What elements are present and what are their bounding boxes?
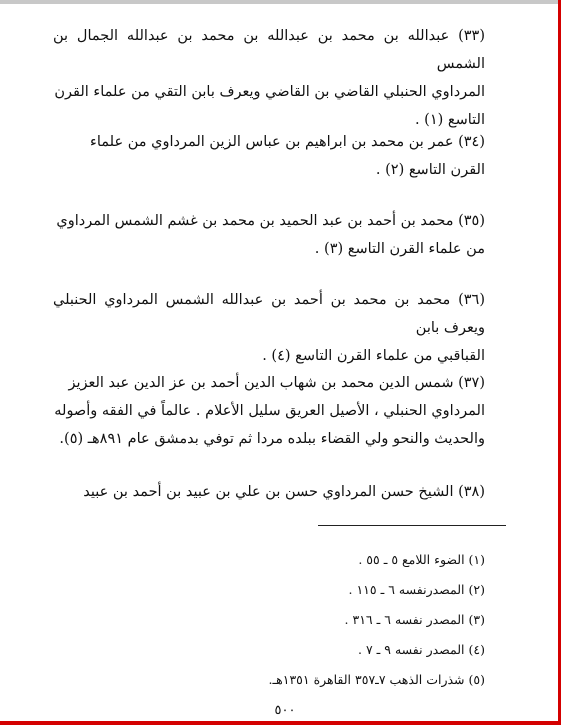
entry-line: (٣٥) محمد بن أحمد بن عبد الحميد بن محمد بن غشم الشمس المرداوي	[56, 213, 485, 229]
footnote-2: (٢) المصدرنفسه ٦ ـ ١١٥ .	[348, 582, 485, 597]
footnotes	[185, 545, 485, 695]
entry-line: القباقبي من علماء القرن التاسع (٤) .	[262, 348, 485, 364]
entry-38	[53, 478, 485, 506]
entry-36	[53, 286, 485, 370]
entry-line: المرداوي الحنبلي ، الأصيل العريق سليل الأعلام . عالماً في الفقه وأصوله	[54, 403, 485, 419]
footnote-3: (٣) المصدر نفسه ٦ ـ ٣١٦ .	[344, 612, 485, 627]
footnote-5: (٥) شذرات الذهب ٧ـ٣٥٧ القاهرة ١٣٥١هـ.	[268, 672, 485, 687]
entry-33	[53, 22, 485, 134]
entry-37	[53, 369, 485, 453]
entry-35	[53, 207, 485, 263]
entry-line: (٣٦) محمد بن محمد بن أحمد بن عبدالله الشمس المرداوي الحنبلي ويعرف بابن	[53, 292, 485, 336]
window-bottom-edge	[0, 721, 561, 725]
entry-line: التاسع (١) .	[414, 112, 485, 128]
entry-line: (٣٤) عمر بن محمد بن ابراهيم بن عباس الزين المرداوي من علماء	[90, 134, 485, 150]
entry-line: (٣٨) الشيخ حسن المرداوي حسن بن علي بن عبيد بن أحمد بن عبيد	[83, 484, 485, 500]
footnote-4: (٤) المصدر نفسه ٩ ـ ٧ .	[357, 642, 485, 657]
entry-line: القرن التاسع (٢) .	[375, 162, 485, 178]
entry-line: (٣٣) عبدالله بن محمد بن عبدالله بن محمد بن عبدالله الجمال بن الشمس	[53, 28, 485, 72]
page-number: ٥٠٠	[274, 703, 296, 718]
entry-line: (٣٧) شمس الدين محمد بن شهاب الدين أحمد بن عز الدين عبد العزيز	[68, 375, 485, 391]
entry-line: والحديث والنحو ولي القضاء ببلده مردا ثم توفي بدمشق عام ٨٩١هـ (٥).	[59, 431, 485, 447]
entry-34	[53, 128, 485, 184]
footnote-divider	[318, 525, 506, 526]
entry-line: من علماء القرن التاسع (٣) .	[314, 241, 485, 257]
entry-line: المرداوي الحنبلي القاضي بن القاضي ويعرف بابن التقي من علماء القرن	[54, 84, 485, 100]
footnote-1: (١) الضوء اللامع ٥ ـ ٥٥ .	[358, 552, 485, 567]
